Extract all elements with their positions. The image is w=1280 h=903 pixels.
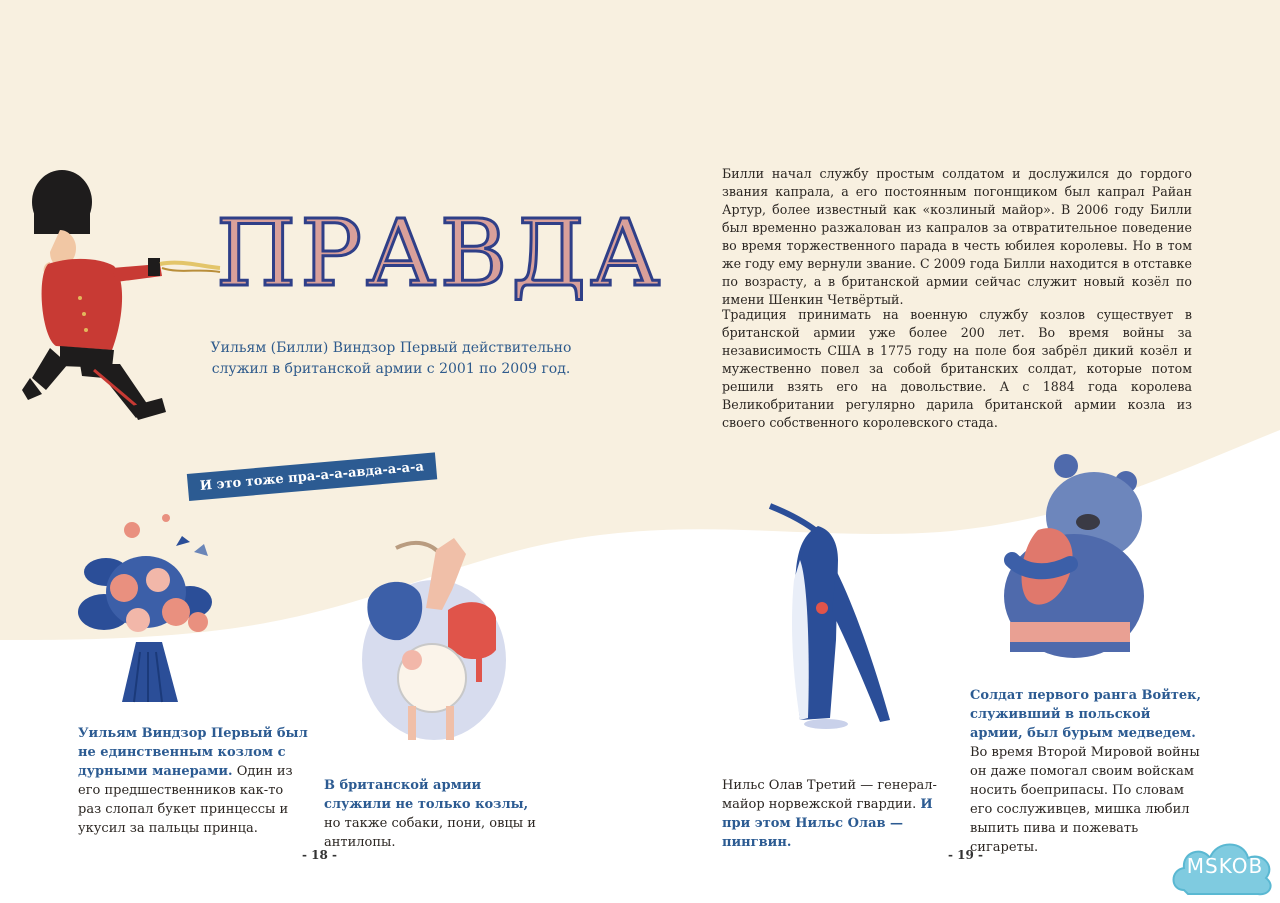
- caption-animals: [324, 776, 546, 852]
- banner: И это тоже пра-а-а-авда-а-а-а: [187, 452, 437, 501]
- page-number-left: - 18 -: [302, 848, 338, 862]
- subtitle-line: Уильям (Билли) Виндзор Первый действительно: [210, 340, 572, 356]
- subtitle: [196, 338, 586, 380]
- paragraph-1: Билли начал службу простым солдатом и дослужился до гордого звания капрала, а его постоянным погонщиком был капрал Райан Артур, более известный как «козлиный майор». В 2006 году Билли был временно разжалован из капралов за отвратительное поведение во время торжественного парада в честь юбилея королевы. Но в том же году ему вернули звание. С 2009 года Билли находится в отставке по возрасту, а в британской армии сейчас служит новый козёл по имени Шенкин Четвёртый.: [722, 166, 1192, 307]
- paragraph-2: Традиция принимать на военную службу козлов существует в британской армии уже более 200 лет. Во время войны за независимость США в 1775 году на поле боя забрёл дикий козёл и мужественно повел за собой британских солдат, которые потом решили взять его на довольствие. А с 1884 года королева Великобритании регулярно дарила британской армии козла из своего собственного королевского стада.: [722, 307, 1192, 430]
- soldier-illustration: [20, 168, 230, 428]
- caption-highlight: И при этом Нильс Олав — пингвин.: [722, 797, 933, 850]
- page-title: ПРАВДА: [216, 200, 664, 307]
- caption-highlight: В британской армии служили не только козлы,: [324, 778, 529, 812]
- bouquet-illustration: [66, 512, 226, 712]
- caption-bouquet: [78, 724, 308, 838]
- caption-text: но также собаки, пони, овцы и антилопы.: [324, 816, 536, 850]
- animals-illustration: [356, 530, 516, 750]
- watermark-text: MSKOB: [1186, 854, 1264, 878]
- caption-highlight: Солдат первого ранга Войтек, служивший в польской армии, был бурым медведем.: [970, 688, 1202, 741]
- page-number-right: - 19 -: [948, 848, 984, 862]
- caption-text: Нильс Олав Третий — генерал-майор норвежской гвардии.: [722, 778, 937, 812]
- bear-illustration: [990, 452, 1150, 672]
- caption-text: Во время Второй Мировой войны он даже помогал своим войскам носить боеприпасы. По словам его сослуживцев, мишка любил выпить пива и пожевать сигареты.: [970, 745, 1200, 855]
- caption-highlight: Уильям Виндзор Первый был не единственным козлом с дурными манерами.: [78, 726, 308, 779]
- subtitle-line: служил в британской армии с 2001 по 2009 год.: [211, 361, 571, 377]
- caption-text: Один из его предшественников как-то раз слопал букет принцессы и укусил за пальцы принца.: [78, 764, 293, 836]
- caption-penguin: [722, 776, 944, 852]
- penguin-illustration: [760, 500, 910, 740]
